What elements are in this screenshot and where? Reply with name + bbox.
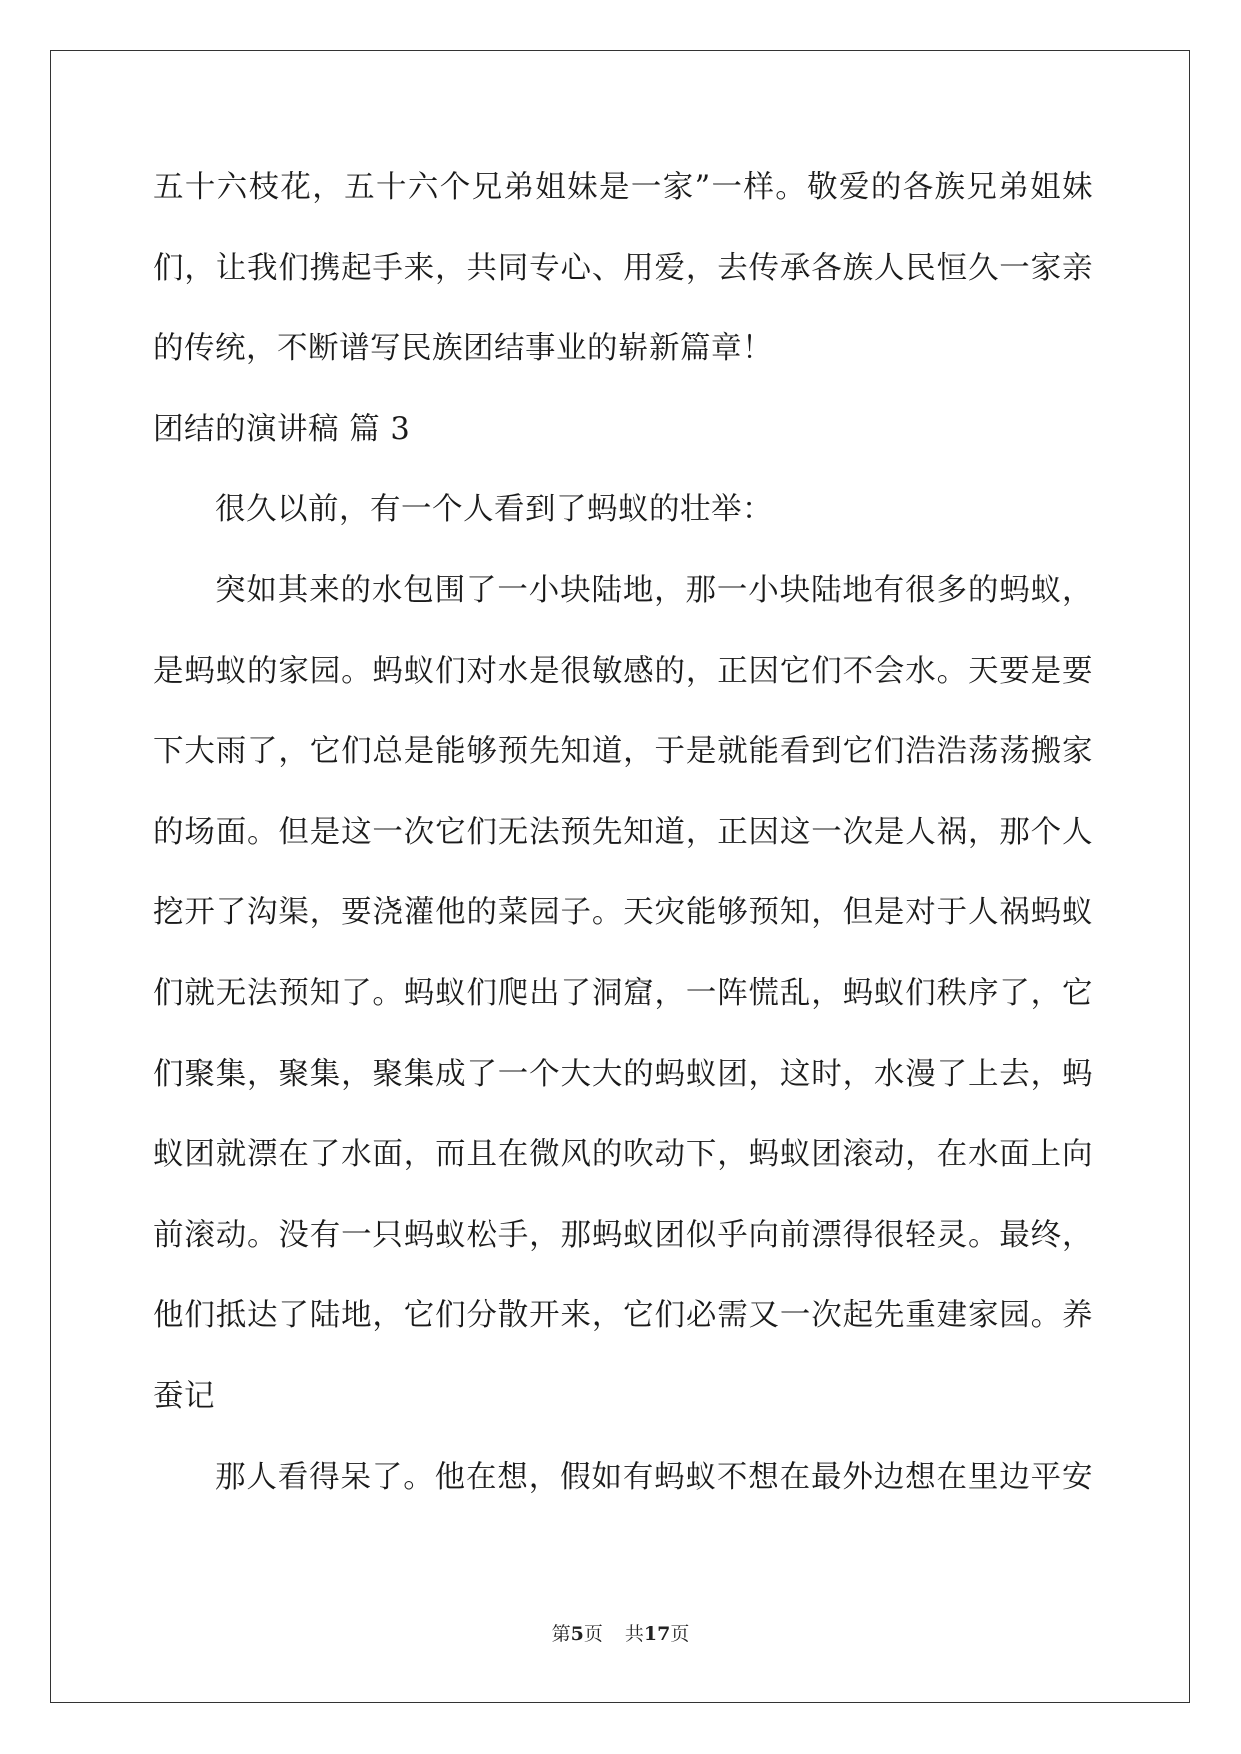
body-line: 下大雨了，它们总是能够预先知道，于是就能看到它们浩浩荡荡搬家 <box>153 734 1093 770</box>
section-heading: 团结的演讲稿 篇 3 <box>153 411 411 447</box>
body-line: 很久以前，有一个人看到了蚂蚁的壮举： <box>215 492 773 528</box>
body-line: 的传统，不断谱写民族团结事业的崭新篇章！ <box>153 331 773 367</box>
body-line: 蚁团就漂在了水面，而且在微风的吹动下，蚂蚁团滚动，在水面上向 <box>153 1137 1093 1173</box>
body-line: 蚕记 <box>153 1378 215 1414</box>
body-line: 们，让我们携起手来，共同专心、用爱，去传承各族人民恒久一家亲 <box>153 250 1093 286</box>
footer-page-number: 5 <box>570 1623 584 1645</box>
footer-total-unit: 页 <box>670 1623 690 1645</box>
document-body <box>153 160 1093 1530</box>
body-line: 们就无法预知了。蚂蚁们爬出了洞窟，一阵慌乱，蚂蚁们秩序了，它 <box>153 975 1093 1011</box>
footer-total-pages: 17 <box>643 1623 671 1645</box>
body-line: 他们抵达了陆地，它们分散开来，它们必需又一次起先重建家园。养 <box>153 1298 1093 1334</box>
body-line: 突如其来的水包围了一小块陆地，那一小块陆地有很多的蚂蚁， <box>215 572 1093 608</box>
body-line: 挖开了沟渠，要浇灌他的菜园子。天灾能够预知，但是对于人祸蚂蚁 <box>153 895 1093 931</box>
body-line: 那人看得呆了。他在想，假如有蚂蚁不想在最外边想在里边平安 <box>215 1459 1093 1495</box>
page-footer <box>0 1622 1241 1646</box>
body-line: 五十六枝花，五十六个兄弟姐妹是一家”一样。敬爱的各族兄弟姐妹 <box>153 170 1093 205</box>
footer-page-prefix: 第 <box>551 1623 571 1645</box>
footer-total-prefix: 共 <box>624 1623 644 1645</box>
footer-page-unit: 页 <box>583 1623 603 1645</box>
body-line: 是蚂蚁的家园。蚂蚁们对水是很敏感的，正因它们不会水。天要是要 <box>153 653 1093 689</box>
body-line: 前滚动。没有一只蚂蚁松手，那蚂蚁团似乎向前漂得很轻灵。最终， <box>153 1217 1093 1253</box>
body-line: 们聚集，聚集，聚集成了一个大大的蚂蚁团，这时，水漫了上去，蚂 <box>153 1056 1093 1092</box>
body-line: 的场面。但是这一次它们无法预先知道，正因这一次是人祸，那个人 <box>153 814 1093 850</box>
